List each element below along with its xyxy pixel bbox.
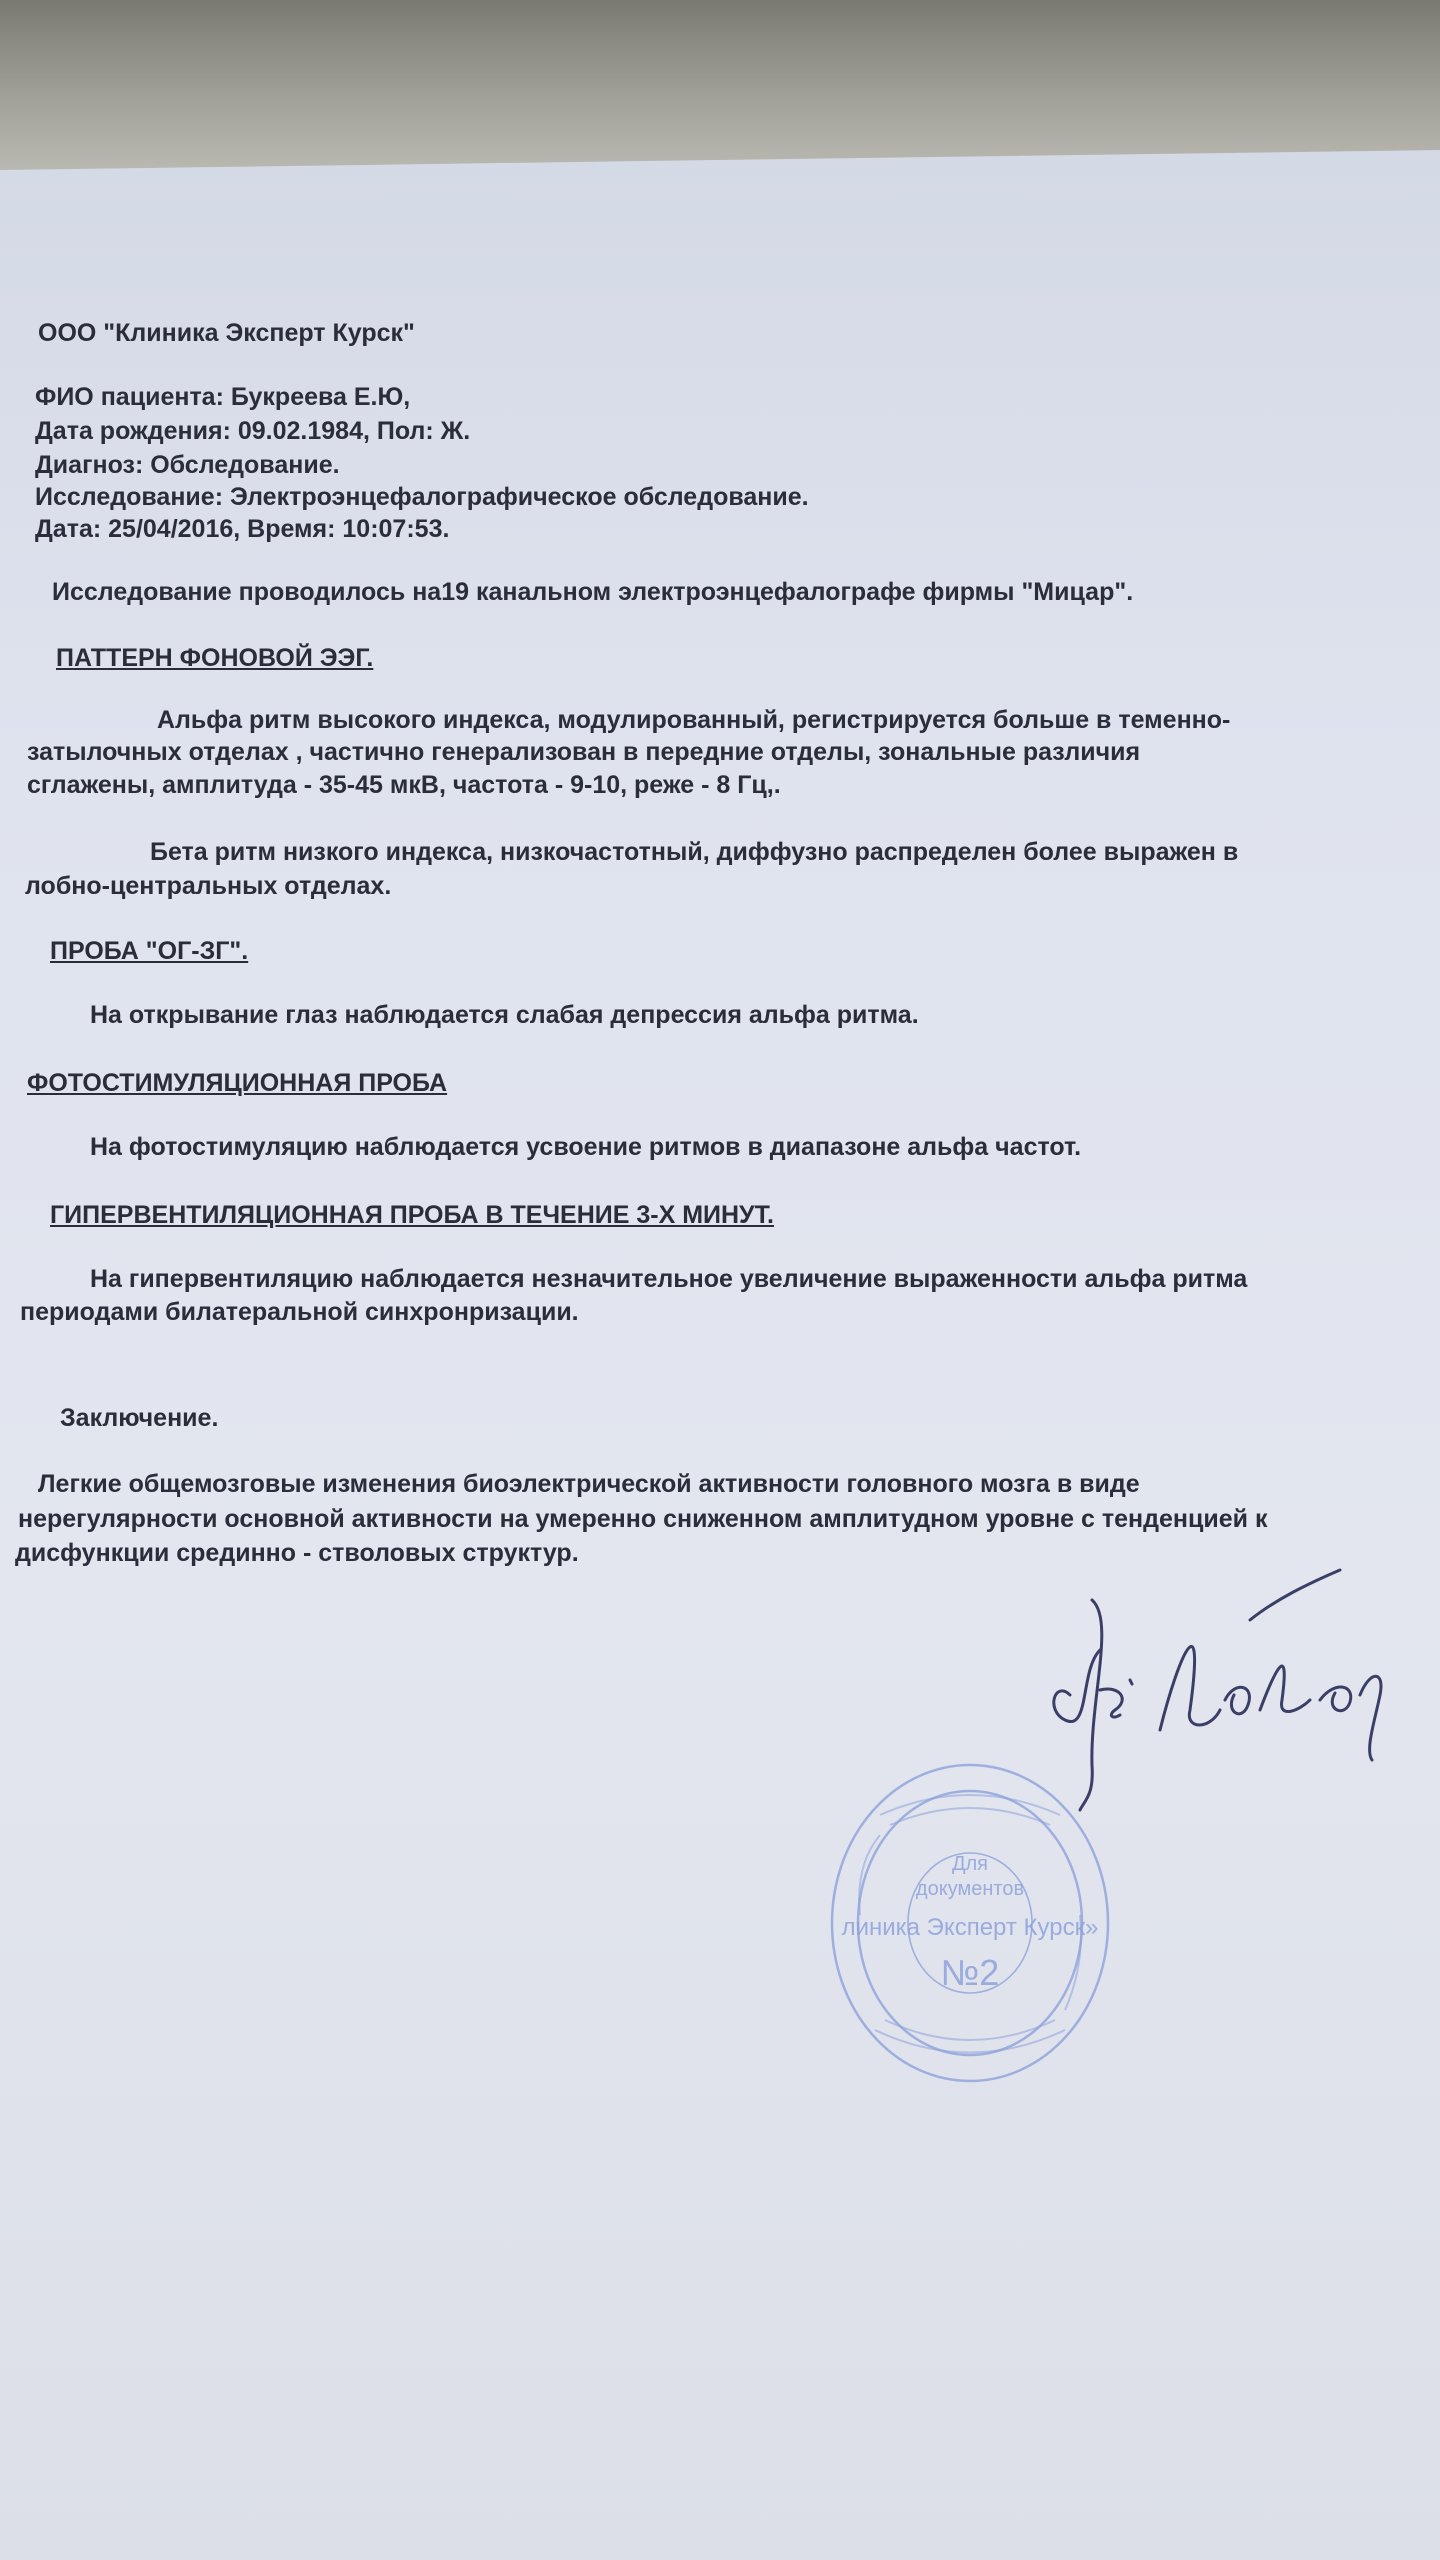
stamp-text-clinic: линика Эксперт Курск»	[841, 1914, 1099, 1941]
conclusion-line-3: дисфункции срединно - стволовых структур.	[15, 1539, 579, 1567]
stamp-text-center-2: документов	[915, 1878, 1025, 1900]
patient-study: Исследование: Электроэнцефалографическое обследование.	[35, 483, 809, 511]
intro-text: Исследование проводилось на19 канальном электроэнцефалографе фирмы "Мицар".	[52, 578, 1134, 606]
hyper-test-heading: ГИПЕРВЕНТИЛЯЦИОННАЯ ПРОБА В ТЕЧЕНИЕ 3-Х МИНУТ.	[50, 1201, 774, 1229]
beta-line-1: Бета ритм низкого индекса, низкочастотный, диффузно распределен более выражен в	[150, 838, 1239, 866]
document-paper	[0, 150, 1440, 2560]
stamp-text-number: №2	[940, 1952, 1000, 1993]
eyes-test-text: На открывание глаз наблюдается слабая депрессия альфа ритма.	[90, 1001, 919, 1029]
alpha-line-2: затылочных отделах , частично генерализован в передние отделы, зональные различия	[27, 738, 1141, 766]
hyper-test-line-1: На гипервентиляцию наблюдается незначительное увеличение выраженности альфа ритма	[90, 1265, 1248, 1293]
photo-test-text: На фотостимуляцию наблюдается усвоение ритмов в диапазоне альфа частот.	[90, 1133, 1082, 1161]
patient-diagnosis: Диагноз: Обследование.	[35, 451, 340, 479]
conclusion-line-2: нерегулярности основной активности на умеренно сниженном амплитудном уровне с тенденцией к	[18, 1505, 1268, 1533]
eyes-test-heading: ПРОБА "ОГ-ЗГ".	[50, 937, 249, 965]
patient-date: Дата: 25/04/2016, Время: 10:07:53.	[35, 515, 450, 543]
clinic-name: ООО "Клиника Эксперт Курск"	[38, 319, 415, 347]
signature	[1020, 1560, 1440, 1820]
conclusion-heading: Заключение.	[60, 1404, 219, 1432]
beta-line-2: лобно-центральных отделах.	[25, 872, 392, 900]
patient-birth: Дата рождения: 09.02.1984, Пол: Ж.	[35, 417, 471, 445]
background-heading: ПАТТЕРН ФОНОВОЙ ЭЭГ.	[56, 644, 374, 672]
table-background	[0, 0, 1440, 170]
alpha-line-1: Альфа ритм высокого индекса, модулированный, регистрируется больше в теменно-	[157, 706, 1231, 734]
photo-test-heading: ФОТОСТИМУЛЯЦИОННАЯ ПРОБА	[27, 1069, 448, 1097]
hyper-test-line-2: периодами билатеральной синхронризации.	[20, 1298, 579, 1326]
conclusion-line-1: Легкие общемозговые изменения биоэлектрической активности головного мозга в виде	[38, 1470, 1140, 1498]
stamp-text-center-1: Для	[951, 1853, 989, 1875]
patient-name: ФИО пациента: Букреева Е.Ю,	[35, 383, 411, 411]
alpha-line-3: сглажены, амплитуда - 35-45 мкВ, частота - 9-10, реже - 8 Гц,.	[27, 771, 781, 799]
